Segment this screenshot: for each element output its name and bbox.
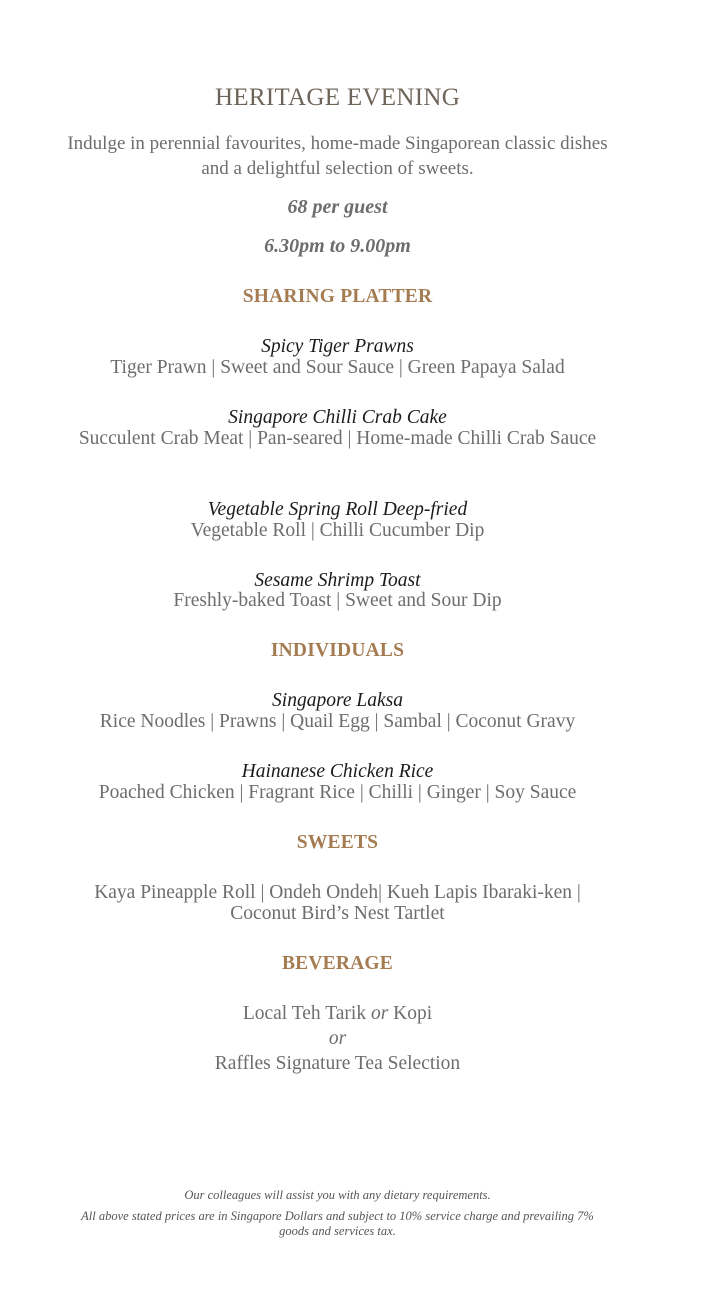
section-heading-individuals: INDIVIDUALS [270,640,405,661]
section-heading-beverage: BEVERAGE [281,953,394,974]
beverage-or-separator: or [328,1028,347,1049]
beverage-option-kopi: Kopi [393,1003,433,1024]
section-heading-sharing: SHARING PLATTER [242,286,433,307]
dish-description: Poached Chicken | Fragrant Rice | Chilli | Ginger | Soy Sauce [98,782,577,803]
serving-time: 6.30pm to 9.00pm [264,235,411,257]
footer-dietary-note: Our colleagues will assist you with any dietary requirements. [184,1188,491,1202]
dish-description: Tiger Prawn | Sweet and Sour Sauce | Green Papaya Salad [110,357,565,378]
sweets-description: Kaya Pineapple Roll | Ondeh Ondeh| Kueh Lapis Ibaraki-ken | Coconut Bird’s Nest Tartlet [94,882,581,924]
dish-name: Singapore Laksa [272,690,403,711]
dish-description: Vegetable Roll | Chilli Cucumber Dip [190,520,485,541]
menu-title: HERITAGE EVENING [214,84,461,111]
footer-price-note: All above stated prices are in Singapore Dollars and subject to 10% service charge and prevailing 7% goods and services tax. [81,1209,594,1238]
dish-name: Vegetable Spring Roll Deep-fried [207,499,468,520]
section-heading-sweets: SWEETS [296,832,379,853]
dish-name: Singapore Chilli Crab Cake [228,407,447,428]
beverage-line-1 [60,1003,615,1024]
dish-name: Hainanese Chicken Rice [241,761,434,782]
dish-description: Freshly-baked Toast | Sweet and Sour Dip [173,590,502,611]
dish-description: Succulent Crab Meat | Pan-seared | Home-made Chilli Crab Sauce [78,428,597,449]
beverage-option-teh-tarik: Local Teh Tarik [242,1003,367,1024]
dish-name: Sesame Shrimp Toast [254,570,421,591]
price-per-guest: 68 per guest [287,196,388,218]
dish-name: Spicy Tiger Prawns [261,336,414,357]
menu-intro: Indulge in perennial favourites, home-made Singaporean classic dishes and a delightful selection of sweets. [67,133,608,179]
dish-description: Rice Noodles | Prawns | Quail Egg | Sambal | Coconut Gravy [99,711,576,732]
beverage-or: or [370,1003,389,1024]
beverage-line-2: Raffles Signature Tea Selection [214,1053,461,1074]
